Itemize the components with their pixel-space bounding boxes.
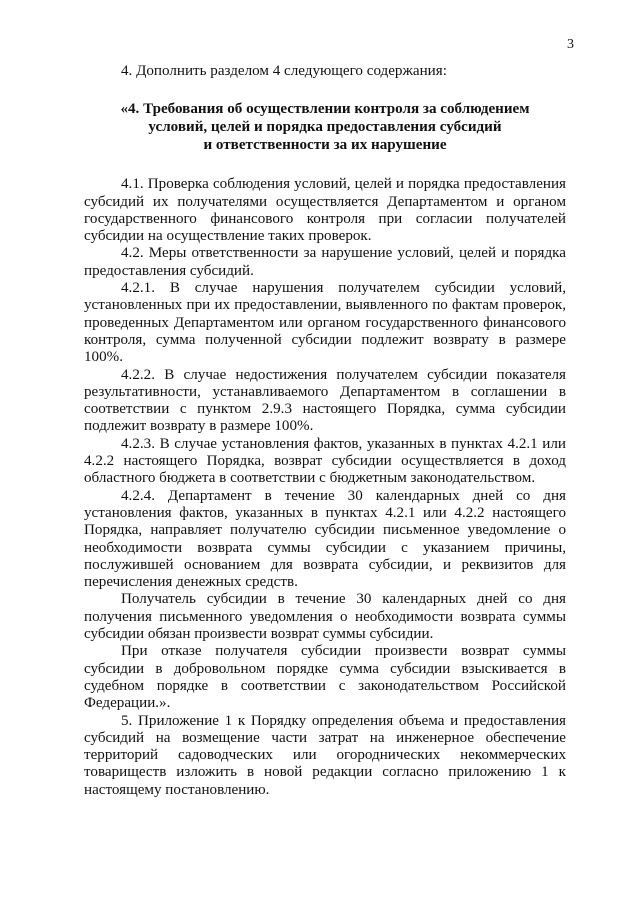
paragraph-4-2-1: 4.2.1. В случае нарушения получателем субсидии условий, установленных при их предоставлении, выявленного по фактам проверок, проведенных Департаментом или органом государственного финансового контроля, сумма полученной субсидии подлежит возврату в размере 100%. [84, 280, 566, 366]
section-heading-line-1: «4. Требования об осуществлении контроля за соблюдением [120, 101, 530, 118]
intro-paragraph: 4. Дополнить разделом 4 следующего содержания: [121, 63, 447, 79]
document-body [84, 63, 566, 799]
paragraph-4-2-4: 4.2.4. Департамент в течение 30 календарных дней со дня установления фактов, указанных в пунктах 4.2.1 или 4.2.2 настоящего Порядка, направляет получателю субсидии письменное уведомление о необходимости возврата суммы субсидии с указанием причины, послужившей основанием для возврата субсидии, и реквизитов для перечисления денежных средств. [84, 487, 566, 591]
paragraph-4-2: 4.2. Меры ответственности за нарушение условий, целей и порядка предоставления субсидий. [84, 245, 566, 279]
section-heading-line-3: и ответственности за их нарушение [203, 137, 447, 154]
paragraph-4-2-3: 4.2.3. В случае установления фактов, указанных в пунктах 4.2.1 или 4.2.2 настоящего Порядка, возврат субсидии осуществляется в доход областного бюджета в соответствии с бюджетным законодательством. [84, 435, 566, 487]
section-heading [84, 100, 566, 154]
section-heading-line-2: условий, целей и порядка предоставления субсидий [148, 119, 502, 136]
paragraph-recipient-obligation: Получатель субсидии в течение 30 календарных дней со дня получения письменного уведомления о необходимости возврата суммы субсидии обязан произвести возврат суммы субсидии. [84, 591, 566, 643]
paragraph-4-1: 4.1. Проверка соблюдения условий, целей и порядка предоставления субсидий их получателями осуществляется Департаментом и органом государственного финансового контроля при согласии получателей субсидии на осуществление таких проверок. [84, 176, 566, 245]
paragraph-5: 5. Приложение 1 к Порядку определения объема и предоставления субсидий на возмещение части затрат на инженерное обеспечение территорий садоводческих или огороднических некоммерческих товариществ изложить в новой редакции согласно приложению 1 к настоящему постановлению. [84, 712, 566, 798]
page-number: 3 [567, 37, 574, 52]
paragraph-refusal: При отказе получателя субсидии произвести возврат суммы субсидии в добровольном порядке сумма субсидии взыскивается в судебном порядке в соответствии с законодательством Российской Федерации.». [84, 643, 566, 712]
paragraph-4-2-2: 4.2.2. В случае недостижения получателем субсидии показателя результативности, устанавливаемого Департаментом в соглашении в соответствии с пунктом 2.9.3 настоящего Порядка, сумма субсидии подлежит возврату в размере 100%. [84, 366, 566, 435]
